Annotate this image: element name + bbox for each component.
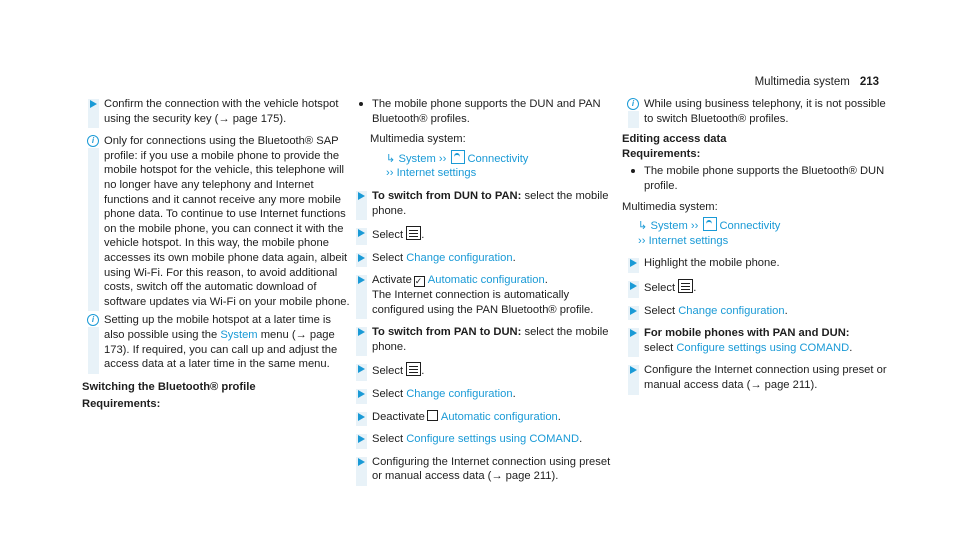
multimedia-label: Multimedia system: xyxy=(370,133,466,146)
step-arrow-icon xyxy=(358,458,365,466)
column-2 xyxy=(350,97,620,492)
step-confirm: Confirm the connection with the vehicle hotspot using the security key (→ page 175). xyxy=(82,97,350,126)
automatic-configuration-link[interactable]: Automatic configuration xyxy=(427,274,545,287)
step-arrow-icon xyxy=(358,435,365,443)
wifi-icon xyxy=(703,217,717,231)
configure-comand-link[interactable]: Configure settings using COMAND xyxy=(406,433,580,446)
header-title: Multimedia system xyxy=(754,76,850,88)
path-internet-settings-link[interactable]: Internet settings xyxy=(648,234,729,247)
step-arrow-icon xyxy=(358,229,365,237)
step-arrow-icon xyxy=(358,254,365,262)
info-icon: i xyxy=(627,98,639,110)
step-arrow-icon xyxy=(630,329,637,337)
step-arrow-icon xyxy=(358,192,365,200)
info-note: i Setting up the mobile hotspot at a later time is also possible using the System menu (→ page 173). If required, you can call up and adjust the access data at a later time in the same menu. xyxy=(82,313,350,371)
unchecked-box-icon xyxy=(427,410,438,421)
step: Select Change configuration. xyxy=(350,387,620,402)
path-start-icon: ↳ xyxy=(386,152,399,165)
automatic-configuration-link[interactable]: Automatic configuration xyxy=(440,410,558,423)
requirement-item: The mobile phone supports the DUN and PAN Bluetooth® profiles. xyxy=(350,97,620,126)
column-3 xyxy=(622,97,890,401)
double-chevron-icon: ›› xyxy=(638,234,649,247)
step: Configure the Internet connection using preset or manual access data (→ page 211). xyxy=(622,363,890,392)
info-icon: i xyxy=(87,135,99,147)
path-start-icon: ↳ xyxy=(638,220,651,233)
double-chevron-icon: ›› xyxy=(435,152,450,165)
double-chevron-icon: ›› xyxy=(386,167,397,180)
path-internet-settings-link[interactable]: Internet settings xyxy=(396,167,477,180)
step: Deactivate Automatic configuration. xyxy=(350,410,620,425)
requirements-label: Requirements: xyxy=(82,398,161,411)
step: To switch from DUN to PAN: select the mobile phone. xyxy=(350,189,620,218)
step-arrow-icon xyxy=(630,259,637,267)
step-arrow-icon xyxy=(630,366,637,374)
step-arrow-icon xyxy=(630,282,637,290)
step: Select Change configuration. xyxy=(622,304,890,319)
step: Select Change configuration. xyxy=(350,251,620,266)
change-configuration-link[interactable]: Change configuration xyxy=(678,304,785,317)
requirements-label: Requirements: xyxy=(622,147,701,160)
section-heading: Editing access data xyxy=(622,133,727,146)
step: Highlight the mobile phone. xyxy=(622,256,890,271)
page-number: 213 xyxy=(859,76,879,88)
info-note: i While using business telephony, it is not possible to switch Bluetooth® profiles. xyxy=(622,97,890,126)
path-connectivity-link[interactable]: Connectivity xyxy=(467,152,529,165)
path-system-link[interactable]: System xyxy=(650,220,688,233)
bullet-icon xyxy=(359,102,363,106)
step-arrow-icon xyxy=(358,365,365,373)
step-arrow-icon xyxy=(358,276,365,284)
step: Select . xyxy=(350,226,620,243)
info-note: i Only for connections using the Bluetooth® SAP profile: if you use a mobile phone to provide the mobile hotspot for the vehicle, this telephone will no longer have any telephony and Internet functions and it cannot receive any more mobile phone data. To continue to use Internet functions on the mobile phone, you can connect it with the vehicle hotspot. In this way, the mobile phone accesses its own mobile phone data again, albeit using Wi-Fi. For this reason, to avoid additional costs, switch off the automatic download of software updates via Wi-Fi on your mobile phone. xyxy=(82,134,350,309)
configure-comand-link[interactable]: Configure settings using COMAND xyxy=(676,341,850,354)
multimedia-label: Multimedia system: xyxy=(622,200,718,213)
step-arrow-icon xyxy=(630,307,637,315)
step-arrow-icon xyxy=(90,100,97,108)
step: Select . xyxy=(622,279,890,296)
menu-icon xyxy=(406,226,421,240)
step: Configuring the Internet connection using preset or manual access data (→ page 211). xyxy=(350,455,620,484)
menu-icon xyxy=(406,362,421,376)
change-configuration-link[interactable]: Change configuration xyxy=(406,251,513,264)
info-icon: i xyxy=(87,314,99,326)
step: Select . xyxy=(350,362,620,379)
double-chevron-icon: ›› xyxy=(687,220,702,233)
menu-path xyxy=(370,150,620,181)
bullet-icon xyxy=(631,169,635,173)
step: For mobile phones with PAN and DUN: select Configure settings using COMAND. xyxy=(622,326,890,355)
section-heading: Switching the Bluetooth® profile xyxy=(82,380,256,393)
step: Select Configure settings using COMAND. xyxy=(350,432,620,447)
step: To switch from PAN to DUN: select the mobile phone. xyxy=(350,325,620,354)
step-arrow-icon xyxy=(358,413,365,421)
change-configuration-link[interactable]: Change configuration xyxy=(406,387,513,400)
system-menu-link[interactable]: System xyxy=(220,328,258,341)
menu-path xyxy=(622,217,890,248)
step-arrow-icon xyxy=(358,390,365,398)
checked-box-icon: ✓ xyxy=(414,276,425,287)
step-arrow-icon xyxy=(358,328,365,336)
path-connectivity-link[interactable]: Connectivity xyxy=(719,220,781,233)
wifi-icon xyxy=(451,150,465,164)
page-header xyxy=(755,75,879,90)
column-1 xyxy=(82,97,350,415)
path-system-link[interactable]: System xyxy=(398,152,436,165)
step: Activate ✓ Automatic configuration. The Internet connection is automatically configured using the PAN Bluetooth® profile. xyxy=(350,273,620,317)
requirement-item: The mobile phone supports the Bluetooth® DUN profile. xyxy=(622,164,890,193)
menu-icon xyxy=(678,279,693,293)
